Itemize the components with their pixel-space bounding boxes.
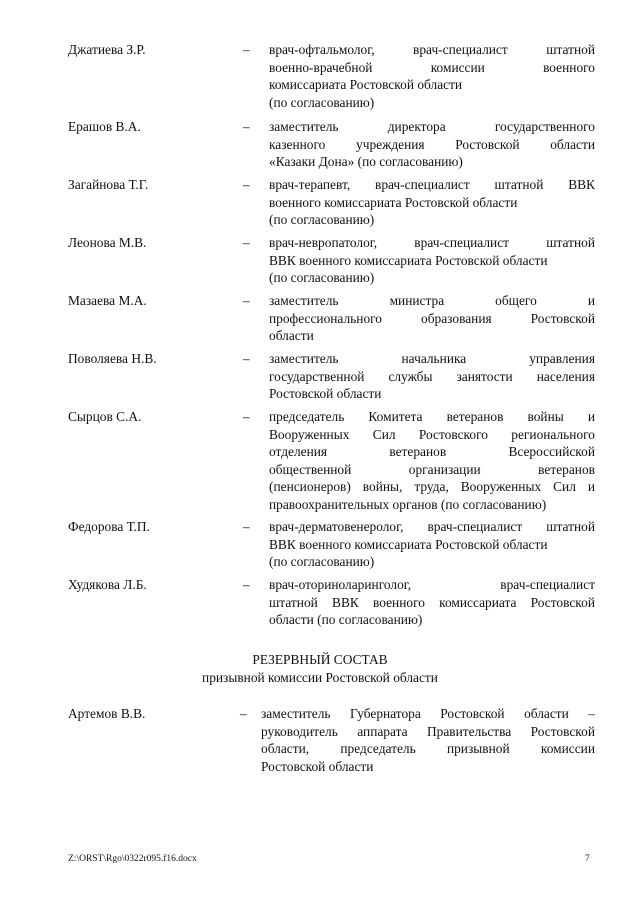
member-name: Загайнова Т.Г. [68,177,149,192]
position-line: (по согласованию) [269,94,375,110]
position-line: ВВК военного комиссариата Ростовской области [269,252,548,268]
position-line: ВВК военного комиссариата Ростовской области [269,536,548,552]
position-line: (по согласованию) [269,212,375,227]
member-dash: – [243,293,250,308]
position-line: Ростовской области [261,758,374,774]
member-dash: – [243,119,250,134]
member-name: Сырцов С.А. [68,409,142,424]
member-name: Федорова Т.П. [68,519,150,534]
member-name: Джатиева З.Р. [68,42,146,57]
position-line: комиссариата Ростовской области [269,77,463,92]
position-line: (по согласованию) [269,554,375,569]
position-line: «Казаки Дона» (по согласованию) [269,154,463,169]
position-line: заместитель Губернатора Ростовской области – [261,706,595,721]
member-position [269,350,595,403]
position-line: Ростовской области [269,386,382,401]
position-line: отделения ветеранов Всероссийской [269,444,595,459]
position-line: врач-невропатолог, врач-специалист штатной [269,235,595,250]
member-dash: – [243,351,250,366]
member-position [261,705,595,775]
member-name: Мазаева М.А. [68,293,147,308]
position-line: общественной организации ветеранов [269,461,595,477]
position-line: казенного учреждения Ростовской области [269,136,595,152]
member-name: Артемов В.В. [68,706,146,721]
position-line: военно-врачебной комиссии военного [269,59,595,75]
position-line: профессионального образования Ростовской [269,310,595,326]
member-dash: – [243,177,250,192]
position-line: (по согласованию) [269,270,375,285]
page-number: 7 [585,854,590,864]
member-name: Худякова Л.Б. [68,577,147,592]
position-line: государственной службы занятости населения [269,368,595,384]
member-dash: – [243,577,250,592]
position-line: заместитель начальника управления [269,351,595,366]
position-line: (пенсионеров) войны, труда, Вооруженных Сил и [269,479,595,494]
position-line: области (по согласованию) [269,612,423,627]
member-dash: – [243,519,250,534]
member-position [269,41,595,111]
position-line: врач-терапевт, врач-специалист штатной ВВК [269,177,595,192]
member-position [269,234,595,287]
section-title: РЕЗЕРВНЫЙ СОСТАВ [252,652,388,667]
member-name: Ерашов В.А. [68,119,141,134]
member-position [269,576,595,629]
position-line: председатель Комитета ветеранов войны и [269,409,595,424]
member-position [269,292,595,345]
position-line: правоохранительных органов (по согласованию) [269,496,547,512]
member-dash: – [240,706,247,721]
member-name: Леонова М.В. [68,235,147,250]
section-subtitle: призывной комиссии Ростовской области [202,670,438,685]
position-line: заместитель министра общего и [269,293,595,308]
position-line: военного комиссариата Ростовской области [269,194,518,210]
position-line: Вооруженных Сил Ростовского регионального [269,426,595,442]
position-line: врач-оториноларинголог, врач-специалист [269,577,595,592]
position-line: заместитель директора государственного [269,119,595,134]
position-line: области [269,328,314,343]
member-position [269,118,595,171]
position-line: врач-офтальмолог, врач-специалист штатной [269,42,595,57]
position-line: руководитель аппарата Правительства Ростовской [261,723,595,739]
member-position [269,176,595,229]
member-dash: – [243,42,250,57]
member-name: Поволяева Н.В. [68,351,157,366]
position-line: штатной ВВК военного комиссариата Ростовской [269,594,595,610]
member-position [269,408,595,513]
footer-file-path: Z:\ORST\Rgo\0322r095.f16.docx [68,854,197,864]
member-dash: – [243,409,250,424]
member-dash: – [243,235,250,250]
position-line: области, председатель призывной комиссии [261,741,595,756]
position-line: врач-дерматовенеролог, врач-специалист штатной [269,519,595,534]
member-position [269,518,595,571]
